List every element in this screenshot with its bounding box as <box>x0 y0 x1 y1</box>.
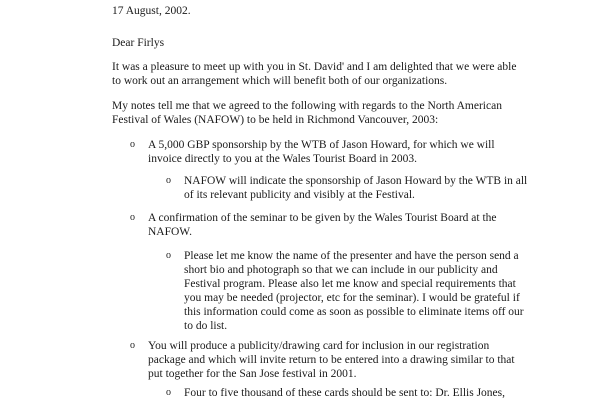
item2-bullet: o <box>130 212 135 223</box>
item2-line-1: A confirmation of the seminar to be given by the Wales Tourist Board at the <box>148 212 497 224</box>
item1-bullet: o <box>130 139 135 150</box>
item2-sub-line-6: to do list. <box>184 320 228 332</box>
para1-line-1: It was a pleasure to meet up with you in St. David' and I am delighted that we were able <box>112 61 517 73</box>
item3-line-3: put together for the San Jose festival in 2001. <box>148 368 357 380</box>
para2-line-1: My notes tell me that we agreed to the following with regards to the North American <box>112 100 502 112</box>
item3-line-1: You will produce a publicity/drawing card for inclusion in our registration <box>148 340 490 352</box>
item1-line-1: A 5,000 GBP sponsorship by the WTB of Jason Howard, for which we will <box>148 139 495 151</box>
item2-sub-line-1: Please let me know the name of the presenter and have the person send a <box>184 250 519 262</box>
item3-bullet: o <box>130 340 135 351</box>
item2-line-2: NAFOW. <box>148 226 192 238</box>
para1-line-2: to work out an arrangement which will benefit both of our organizations. <box>112 75 448 87</box>
item2-sub-bullet: o <box>166 250 171 261</box>
item1-sub-line-2: of its relevant publicity and visibly at the Festival. <box>184 189 415 201</box>
item1-sub-line-1: NAFOW will indicate the sponsorship of Jason Howard by the WTB in all <box>184 175 528 187</box>
item2-sub-line-2: short bio and photograph so that we can include in our publicity and <box>184 264 498 276</box>
item3-sub-bullet: o <box>166 387 171 398</box>
item1-line-2: invoice directly to you at the Wales Tourist Board in 2003. <box>148 153 418 165</box>
letter-date: 17 August, 2002. <box>112 5 191 17</box>
para2-line-2: Festival of Wales (NAFOW) to be held in Richmond Vancouver, 2003: <box>112 114 439 126</box>
salutation: Dear Firlys <box>112 37 165 49</box>
item2-sub-line-5: this information could come as soon as possible to eliminate items off our <box>184 306 524 318</box>
item1-sub-bullet: o <box>166 175 171 186</box>
item3-sub-line-1: Four to five thousand of these cards should be sent to: Dr. Ellis Jones, <box>184 387 506 399</box>
item3-line-2: package and which will invite return to be entered into a drawing similar to that <box>148 354 515 366</box>
item2-sub-line-3: Festival program. Please also let me know and special requirements that <box>184 278 516 290</box>
item2-sub-line-4: you may be needed (projector, etc for the seminar). I would be grateful if <box>184 292 520 304</box>
